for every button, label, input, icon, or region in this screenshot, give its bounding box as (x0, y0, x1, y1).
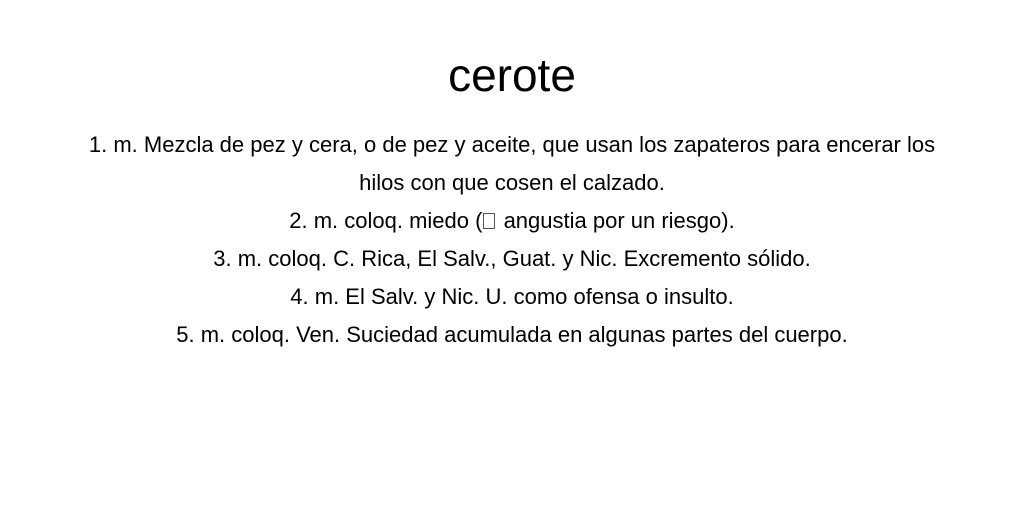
sense-2 (70, 202, 954, 240)
sense-3: 3. m. coloq. C. Rica, El Salv., Guat. y Nic. Excremento sólido. (213, 246, 811, 271)
sense-5: 5. m. coloq. Ven. Suciedad acumulada en algunas partes del cuerpo. (176, 322, 848, 347)
sense-list (70, 126, 954, 354)
headword: cerote (448, 49, 576, 101)
sense-2-text-before: 2. m. coloq. miedo ( (289, 208, 483, 233)
sense-4: 4. m. El Salv. y Nic. U. como ofensa o insulto. (290, 284, 734, 309)
sense-2-text-after: angustia por un riesgo). (497, 208, 735, 233)
missing-glyph-icon (483, 213, 495, 229)
sense-1: 1. m. Mezcla de pez y cera, o de pez y aceite, que usan los zapateros para encerar los hilos con que cosen el calzado. (88, 132, 936, 195)
